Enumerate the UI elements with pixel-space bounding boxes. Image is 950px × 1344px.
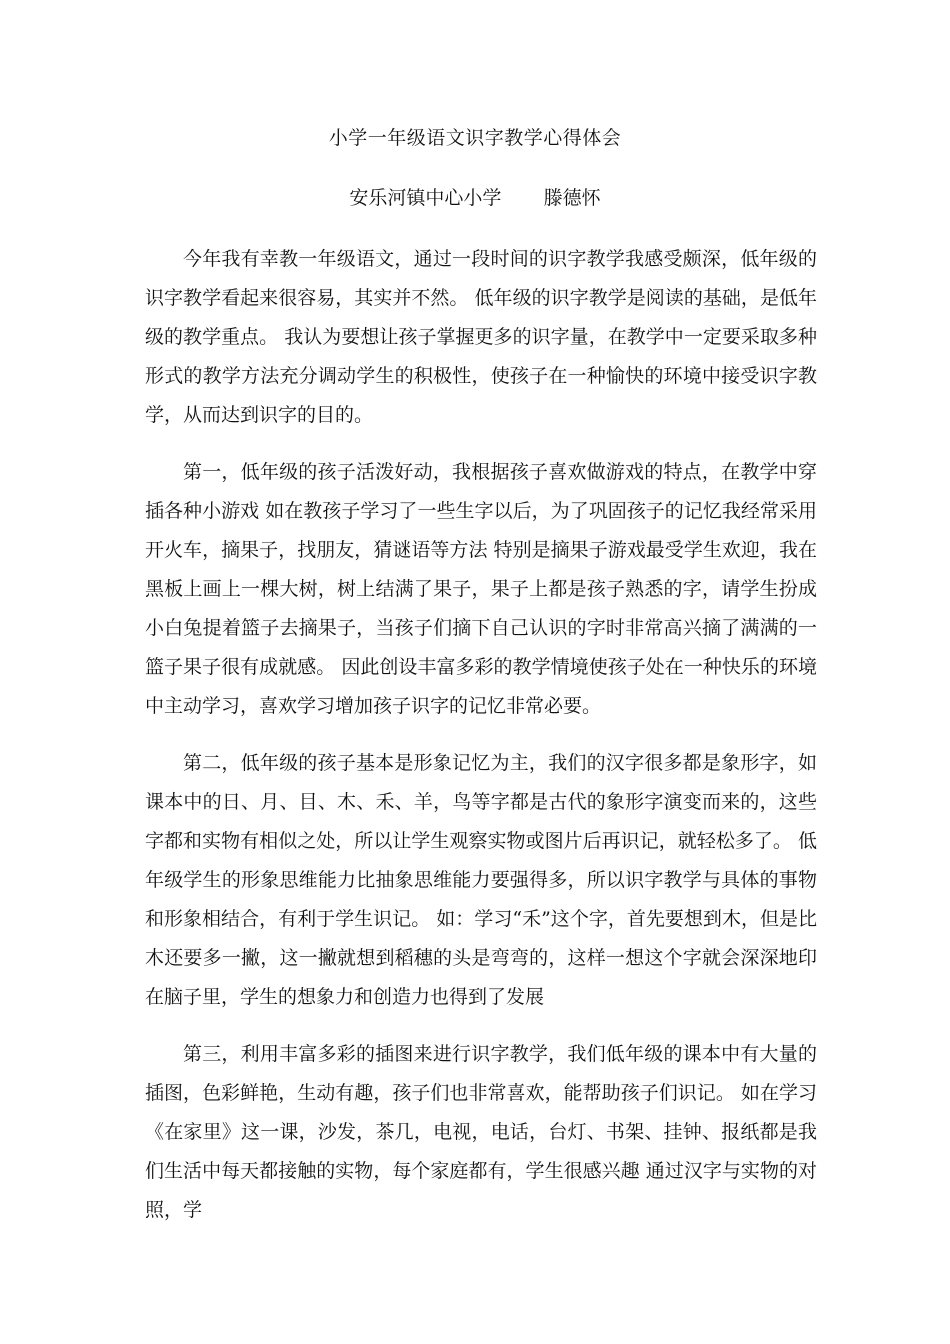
school-name: 安乐河镇中心小学 [349, 187, 502, 209]
author-name: 滕德怀 [543, 187, 601, 209]
author-line [0, 184, 950, 212]
paragraph: 第一，低年级的孩子活泼好动，我根据孩子喜欢做游戏的特点，在教学中穿插各种小游戏 如在教孩子学习了一些生字以后，为了巩固孩子的记忆我经常采用开火车，摘果子，找朋友，猜谜语等方法 特别是摘果子游戏最受学生欢迎，我在黑板上画上一棵大树，树上结满了果子，果子上都是孩子熟悉的字，请学生扮成小白兔提着篮子去摘果子，当孩子们摘下自己认识的字时非常高兴摘了满满的一篮子果子很有成就感。 因此创设丰富多彩的教学情境使孩子处在一种快乐的环境中主动学习，喜欢学习增加孩子识字的记忆非常必要。 [145, 461, 817, 717]
paragraph: 第二，低年级的孩子基本是形象记忆为主，我们的汉字很多都是象形字，如课本中的日、月、目、木、禾、羊，鸟等字都是古代的象形字演变而来的，这些字都和实物有相似之处，所以让学生观察实物或图片后再识记，就轻松多了。 低年级学生的形象思维能力比抽象思维能力要强得多，所以识字教学与具体的事物和形象相结合，有利于学生识记。 如：学习“禾”这个字，首先要想到木，但是比木还要多一撇，这一撇就想到稻穗的头是弯弯的，这样一想这个字就会深深地印在脑子里，学生的想象力和创造力也得到了发展 [145, 752, 817, 1008]
paragraph: 今年我有幸教一年级语文，通过一段时间的识字教学我感受颇深，低年级的识字教学看起来很容易，其实并不然。 低年级的识字教学是阅读的基础，是低年级的教学重点。 我认为要想让孩子掌握更多的识字量，在教学中一定要采取多种形式的教学方法充分调动学生的积极性，使孩子在一种愉快的环境中接受识字教学，从而达到识字的目的。 [145, 248, 817, 426]
paragraph: 第三，利用丰富多彩的插图来进行识字教学，我们低年级的课本中有大量的插图，色彩鲜艳，生动有趣，孩子们也非常喜欢，能帮助孩子们识记。 如在学习《在家里》这一课，沙发，茶几，电视，电话，台灯、书架、挂钟、报纸都是我们生活中每天都接触的实物，每个家庭都有，学生很感兴趣 通过汉字与实物的对照，学 [145, 1043, 817, 1221]
document-title: 小学一年级语文识字教学心得体会 [328, 127, 622, 149]
document-body [145, 240, 817, 1248]
